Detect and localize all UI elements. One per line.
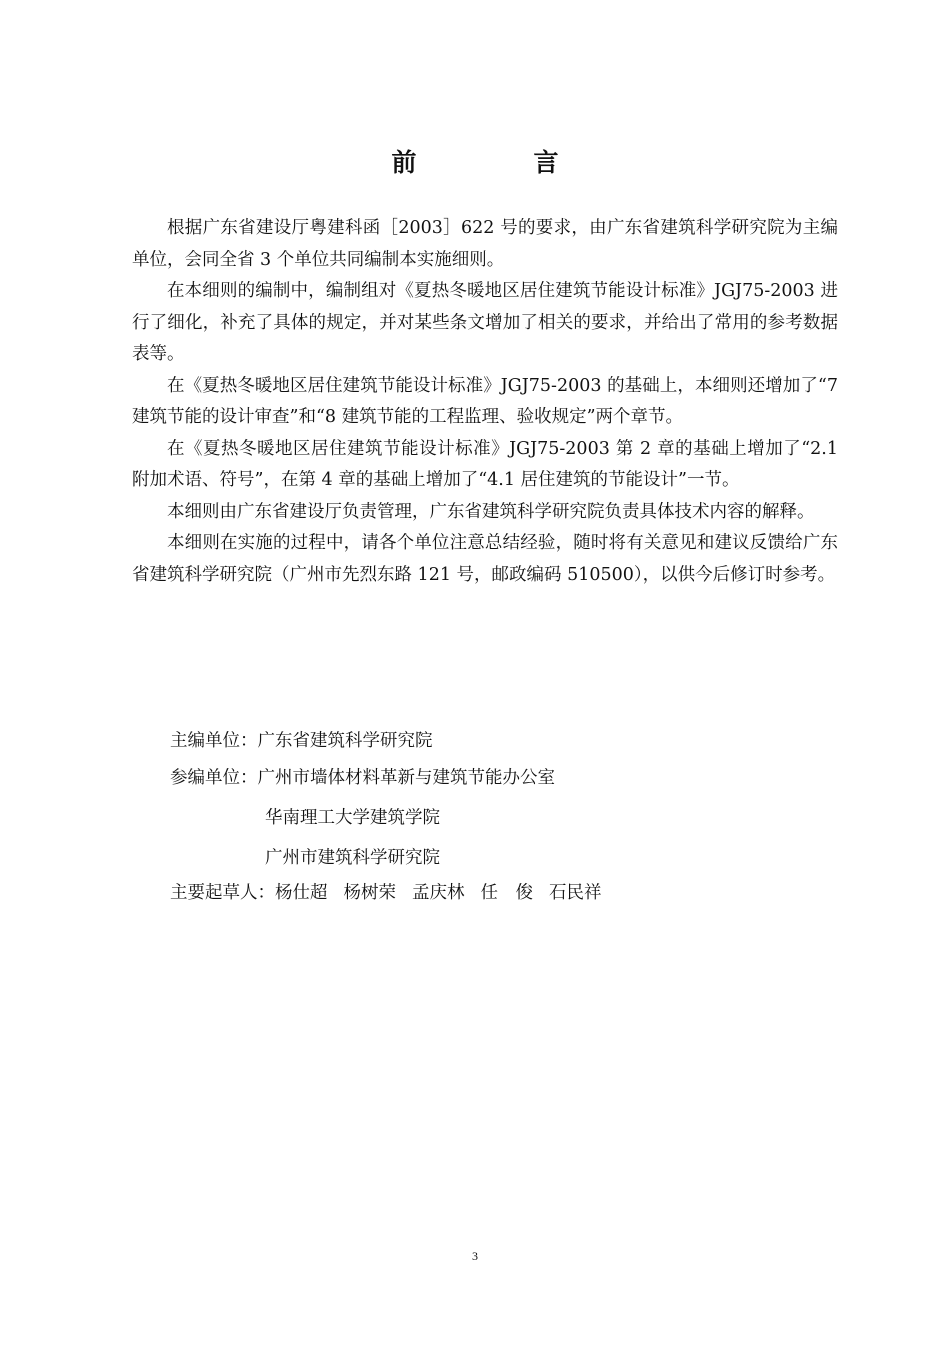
editor-label: 主编单位： bbox=[170, 731, 258, 751]
participants-label: 参编单位： bbox=[170, 768, 258, 788]
paragraph: 在《夏热冬暖地区居住建筑节能设计标准》JGJ75-2003 第 2 章的基础上增加了“2.1 附加术语、符号”，在第 4 章的基础上增加了“4.1 居住建筑的节能设计”一节。 bbox=[132, 438, 838, 490]
participant-value: 广州市墙体材料革新与建筑节能办公室 bbox=[257, 768, 555, 788]
page-title: 前 言 bbox=[391, 148, 605, 177]
participant-value: 华南理工大学建筑学院 bbox=[265, 808, 440, 828]
drafter-name: 杨仕超 bbox=[275, 883, 328, 903]
editor-line bbox=[170, 726, 433, 756]
participant-line bbox=[265, 803, 440, 833]
participant-line bbox=[170, 763, 555, 793]
participant-value: 广州市建筑科学研究院 bbox=[265, 848, 440, 868]
preface-body bbox=[132, 213, 838, 591]
drafter-name: 孟庆林 bbox=[412, 883, 465, 903]
participant-line bbox=[265, 843, 440, 873]
drafters-label: 主要起草人： bbox=[170, 883, 275, 903]
drafter-name: 杨树荣 bbox=[343, 883, 396, 903]
paragraph: 本细则在实施的过程中，请各个单位注意总结经验，随时将有关意见和建议反馈给广东省建筑科学研究院（广州市先烈东路 121 号，邮政编码 510500），以供今后修订时参考。 bbox=[132, 533, 838, 585]
paragraph: 根据广东省建设厅粤建科函［2003］622 号的要求，由广东省建筑科学研究院为主编单位，会同全省 3 个单位共同编制本实施细则。 bbox=[132, 218, 838, 270]
paragraph: 本细则由广东省建设厅负责管理，广东省建筑科学研究院负责具体技术内容的解释。 bbox=[167, 501, 815, 522]
paragraph: 在《夏热冬暖地区居住建筑节能设计标准》JGJ75-2003 的基础上，本细则还增加了“7 建筑节能的设计审查”和“8 建筑节能的工程监理、验收规定”两个章节。 bbox=[132, 375, 838, 427]
page-number: 3 bbox=[472, 1249, 478, 1263]
editor-value: 广东省建筑科学研究院 bbox=[257, 731, 433, 751]
drafters-line bbox=[170, 878, 618, 908]
drafter-name: 石民祥 bbox=[549, 883, 602, 903]
paragraph: 在本细则的编制中，编制组对《夏热冬暖地区居住建筑节能设计标准》JGJ75-2003 进行了细化，补充了具体的规定，并对某些条文增加了相关的要求，并给出了常用的参考数据表等。 bbox=[132, 281, 838, 364]
drafter-name: 任 俊 bbox=[480, 883, 533, 903]
